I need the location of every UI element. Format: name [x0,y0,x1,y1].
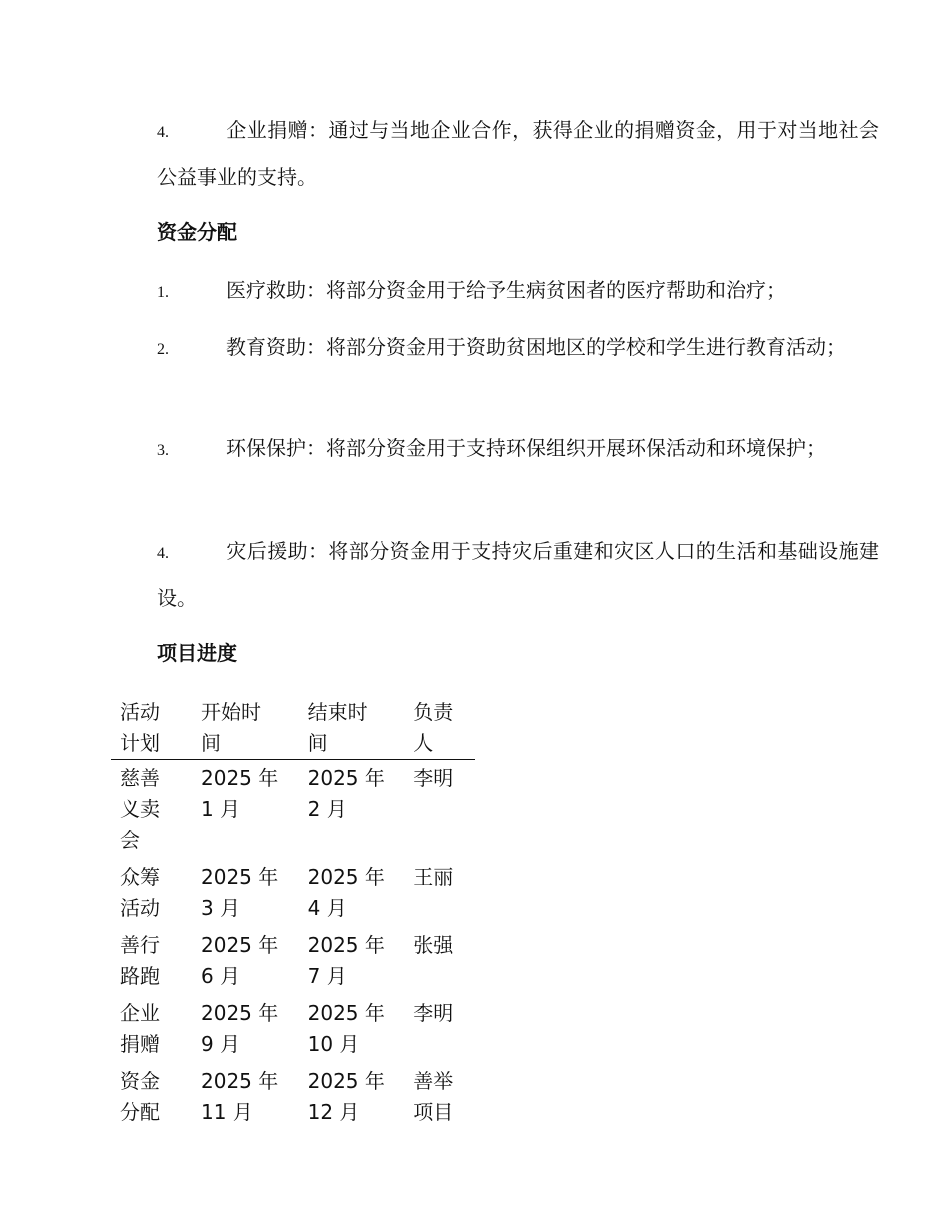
column-header-activity: 活动 计划 [111,697,192,760]
table-row [111,995,475,1063]
table-header-row [111,697,475,760]
cell-owner: 李明 [413,1001,454,1025]
cell-activity: 资金 分配 [120,1069,160,1124]
list-item-text: 灾后援助：将部分资金用于支持灾后重建和灾区人口的生活和基础设施建设。 [157,539,879,610]
list-number: 3. [157,442,169,459]
cell-end: 2025 年 2 月 [307,766,385,821]
list-number: 1. [157,284,169,301]
column-header-start: 开始时 间 [192,697,299,760]
table-row [111,760,475,860]
column-header-owner: 负责 人 [404,697,475,760]
allocation-item-2 [113,325,879,372]
cell-activity: 善行 路跑 [120,933,160,988]
cell-start: 2025 年 3 月 [201,865,279,920]
progress-table [111,697,475,1131]
table-row [111,859,475,927]
table-row [111,1063,475,1131]
cell-end: 2025 年 12 月 [307,1069,385,1124]
section-heading-progress: 项目进度 [157,641,237,665]
cell-start: 2025 年 1 月 [201,766,279,821]
cell-activity: 慈善 义卖 会 [120,766,160,852]
list-item-text: 教育资助：将部分资金用于资助贫困地区的学校和学生进行教育活动； [226,335,846,359]
cell-end: 2025 年 7 月 [307,933,385,988]
allocation-item-1 [113,268,879,315]
list-number: 4. [157,124,169,141]
allocation-item-4 [113,529,879,620]
cell-activity: 众筹 活动 [120,865,160,920]
list-item-corporate-donation [113,108,879,199]
cell-start: 2025 年 11 月 [201,1069,279,1124]
cell-owner: 李明 [413,766,454,790]
allocation-item-3 [113,426,879,473]
cell-start: 2025 年 9 月 [201,1001,279,1056]
list-number: 4. [157,545,169,562]
cell-start: 2025 年 6 月 [201,933,279,988]
cell-owner: 善举 项目 [413,1069,454,1124]
cell-activity: 企业 捐赠 [120,1001,160,1056]
section-heading-allocation: 资金分配 [157,220,237,244]
cell-end: 2025 年 10 月 [307,1001,385,1056]
list-item-text: 企业捐赠：通过与当地企业合作，获得企业的捐赠资金，用于对当地社会公益事业的支持。 [157,118,879,189]
cell-owner: 王丽 [413,865,454,889]
list-item-text: 医疗救助：将部分资金用于给予生病贫困者的医疗帮助和治疗； [226,278,786,302]
cell-owner: 张强 [413,933,454,957]
cell-end: 2025 年 4 月 [307,865,385,920]
column-header-end: 结束时 间 [299,697,405,760]
table-row [111,927,475,995]
list-number: 2. [157,341,169,358]
list-item-text: 环保保护：将部分资金用于支持环保组织开展环保活动和环境保护； [226,436,826,460]
